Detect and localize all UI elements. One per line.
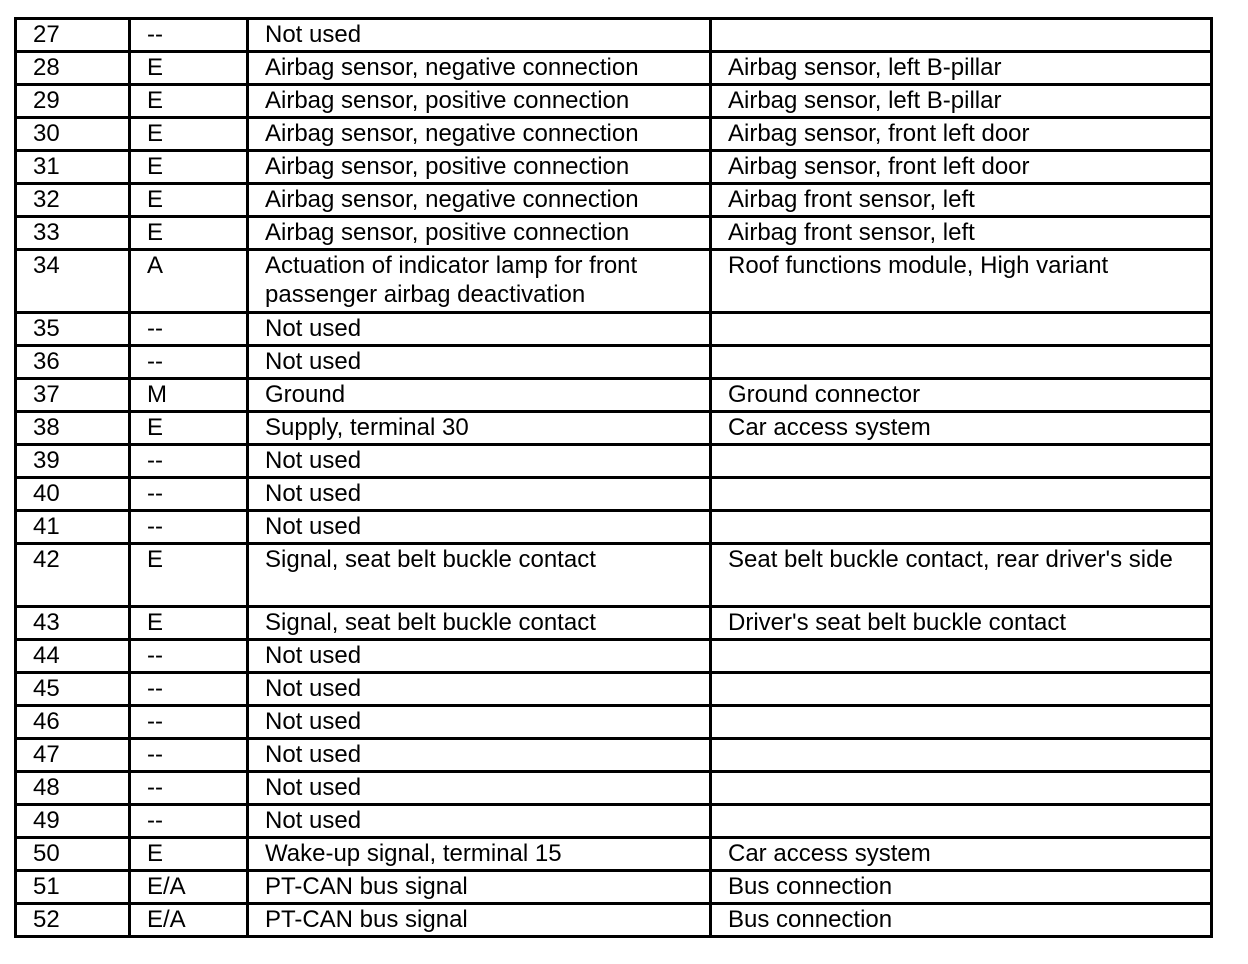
signal-type-cell: E: [130, 838, 248, 871]
pin-number-cell: 49: [16, 805, 130, 838]
connection-cell: [711, 346, 1212, 379]
pin-number-cell: 40: [16, 478, 130, 511]
connection-cell: [711, 706, 1212, 739]
pin-number-cell: 35: [16, 313, 130, 346]
signal-type-cell: A: [130, 250, 248, 313]
signal-type-cell: --: [130, 511, 248, 544]
table-row: [16, 184, 1212, 217]
pin-number-cell: 36: [16, 346, 130, 379]
table-row: [16, 904, 1212, 937]
connection-cell: Airbag sensor, left B-pillar: [711, 85, 1212, 118]
signal-type-cell: E/A: [130, 904, 248, 937]
pin-description-cell: Airbag sensor, negative connection: [248, 52, 711, 85]
signal-type-cell: --: [130, 313, 248, 346]
connection-cell: Airbag sensor, left B-pillar: [711, 52, 1212, 85]
connection-cell: Driver's seat belt buckle contact: [711, 607, 1212, 640]
signal-type-cell: --: [130, 445, 248, 478]
pin-number-cell: 50: [16, 838, 130, 871]
table-row: [16, 607, 1212, 640]
pin-number-cell: 38: [16, 412, 130, 445]
table-row: [16, 118, 1212, 151]
table-row: [16, 151, 1212, 184]
connection-cell: Car access system: [711, 412, 1212, 445]
table-row: [16, 412, 1212, 445]
signal-type-cell: --: [130, 805, 248, 838]
pin-description-cell: Airbag sensor, positive connection: [248, 151, 711, 184]
pin-number-cell: 34: [16, 250, 130, 313]
table-row: [16, 85, 1212, 118]
connection-cell: [711, 805, 1212, 838]
table-row: [16, 640, 1212, 673]
table-row: [16, 445, 1212, 478]
signal-type-cell: --: [130, 772, 248, 805]
pin-description-cell: Signal, seat belt buckle contact: [248, 607, 711, 640]
connection-cell: Bus connection: [711, 904, 1212, 937]
pin-description-cell: Not used: [248, 445, 711, 478]
pin-description-cell: Not used: [248, 313, 711, 346]
table-row: [16, 478, 1212, 511]
connection-cell: Airbag front sensor, left: [711, 184, 1212, 217]
connection-cell: Roof functions module, High variant: [711, 250, 1212, 313]
table-row: [16, 871, 1212, 904]
pin-number-cell: 32: [16, 184, 130, 217]
pin-number-cell: 33: [16, 217, 130, 250]
pin-description-cell: Not used: [248, 673, 711, 706]
signal-type-cell: E: [130, 151, 248, 184]
table-row: [16, 805, 1212, 838]
signal-type-cell: E: [130, 118, 248, 151]
connection-cell: Bus connection: [711, 871, 1212, 904]
connection-cell: Ground connector: [711, 379, 1212, 412]
table-row: [16, 19, 1212, 52]
signal-type-cell: --: [130, 706, 248, 739]
connection-cell: Airbag front sensor, left: [711, 217, 1212, 250]
signal-type-cell: --: [130, 739, 248, 772]
pin-description-cell: Airbag sensor, positive connection: [248, 217, 711, 250]
pin-number-cell: 27: [16, 19, 130, 52]
signal-type-cell: --: [130, 640, 248, 673]
pin-description-cell: Ground: [248, 379, 711, 412]
pin-description-cell: Not used: [248, 739, 711, 772]
pin-description-cell: Not used: [248, 805, 711, 838]
pin-description-cell: Supply, terminal 30: [248, 412, 711, 445]
pin-number-cell: 51: [16, 871, 130, 904]
signal-type-cell: --: [130, 478, 248, 511]
signal-type-cell: E: [130, 217, 248, 250]
pin-number-cell: 43: [16, 607, 130, 640]
table-row: [16, 379, 1212, 412]
pin-description-cell: Actuation of indicator lamp for front passenger airbag deactivation: [248, 250, 711, 313]
table-row: [16, 346, 1212, 379]
pin-number-cell: 28: [16, 52, 130, 85]
signal-type-cell: E: [130, 412, 248, 445]
table-row: [16, 52, 1212, 85]
table-row: [16, 313, 1212, 346]
pin-number-cell: 29: [16, 85, 130, 118]
pin-assignment-table-body: [16, 19, 1212, 937]
pin-number-cell: 44: [16, 640, 130, 673]
pin-description-cell: Not used: [248, 19, 711, 52]
signal-type-cell: E: [130, 544, 248, 607]
signal-type-cell: E: [130, 184, 248, 217]
signal-type-cell: E: [130, 52, 248, 85]
connection-cell: [711, 673, 1212, 706]
connection-cell: [711, 511, 1212, 544]
pin-number-cell: 30: [16, 118, 130, 151]
signal-type-cell: E: [130, 607, 248, 640]
pin-assignment-table: [14, 17, 1213, 938]
signal-type-cell: E: [130, 85, 248, 118]
pin-number-cell: 46: [16, 706, 130, 739]
pin-number-cell: 39: [16, 445, 130, 478]
pin-description-cell: Not used: [248, 640, 711, 673]
connection-cell: [711, 445, 1212, 478]
pin-description-cell: Signal, seat belt buckle contact: [248, 544, 711, 607]
pin-description-cell: Airbag sensor, positive connection: [248, 85, 711, 118]
pin-description-cell: Airbag sensor, negative connection: [248, 184, 711, 217]
connection-cell: [711, 739, 1212, 772]
signal-type-cell: E/A: [130, 871, 248, 904]
table-row: [16, 706, 1212, 739]
connection-cell: Seat belt buckle contact, rear driver's side: [711, 544, 1212, 607]
pin-description-cell: Airbag sensor, negative connection: [248, 118, 711, 151]
connection-cell: [711, 772, 1212, 805]
table-row: [16, 544, 1212, 607]
pin-description-cell: Not used: [248, 706, 711, 739]
pin-number-cell: 31: [16, 151, 130, 184]
pin-description-cell: PT-CAN bus signal: [248, 871, 711, 904]
pin-description-cell: Not used: [248, 772, 711, 805]
table-row: [16, 217, 1212, 250]
table-row: [16, 739, 1212, 772]
pin-number-cell: 48: [16, 772, 130, 805]
connection-cell: Car access system: [711, 838, 1212, 871]
pin-description-cell: Wake-up signal, terminal 15: [248, 838, 711, 871]
connection-cell: [711, 640, 1212, 673]
connection-cell: [711, 478, 1212, 511]
pin-description-cell: Not used: [248, 346, 711, 379]
signal-type-cell: --: [130, 346, 248, 379]
pin-number-cell: 52: [16, 904, 130, 937]
pin-number-cell: 37: [16, 379, 130, 412]
pin-description-cell: PT-CAN bus signal: [248, 904, 711, 937]
pin-number-cell: 41: [16, 511, 130, 544]
connection-cell: Airbag sensor, front left door: [711, 118, 1212, 151]
connection-cell: Airbag sensor, front left door: [711, 151, 1212, 184]
signal-type-cell: M: [130, 379, 248, 412]
table-row: [16, 250, 1212, 313]
signal-type-cell: --: [130, 19, 248, 52]
connection-cell: [711, 19, 1212, 52]
pin-number-cell: 45: [16, 673, 130, 706]
table-row: [16, 673, 1212, 706]
pin-number-cell: 47: [16, 739, 130, 772]
table-row: [16, 511, 1212, 544]
table-row: [16, 772, 1212, 805]
connection-cell: [711, 313, 1212, 346]
pin-description-cell: Not used: [248, 511, 711, 544]
table-row: [16, 838, 1212, 871]
pin-number-cell: 42: [16, 544, 130, 607]
signal-type-cell: --: [130, 673, 248, 706]
pin-description-cell: Not used: [248, 478, 711, 511]
